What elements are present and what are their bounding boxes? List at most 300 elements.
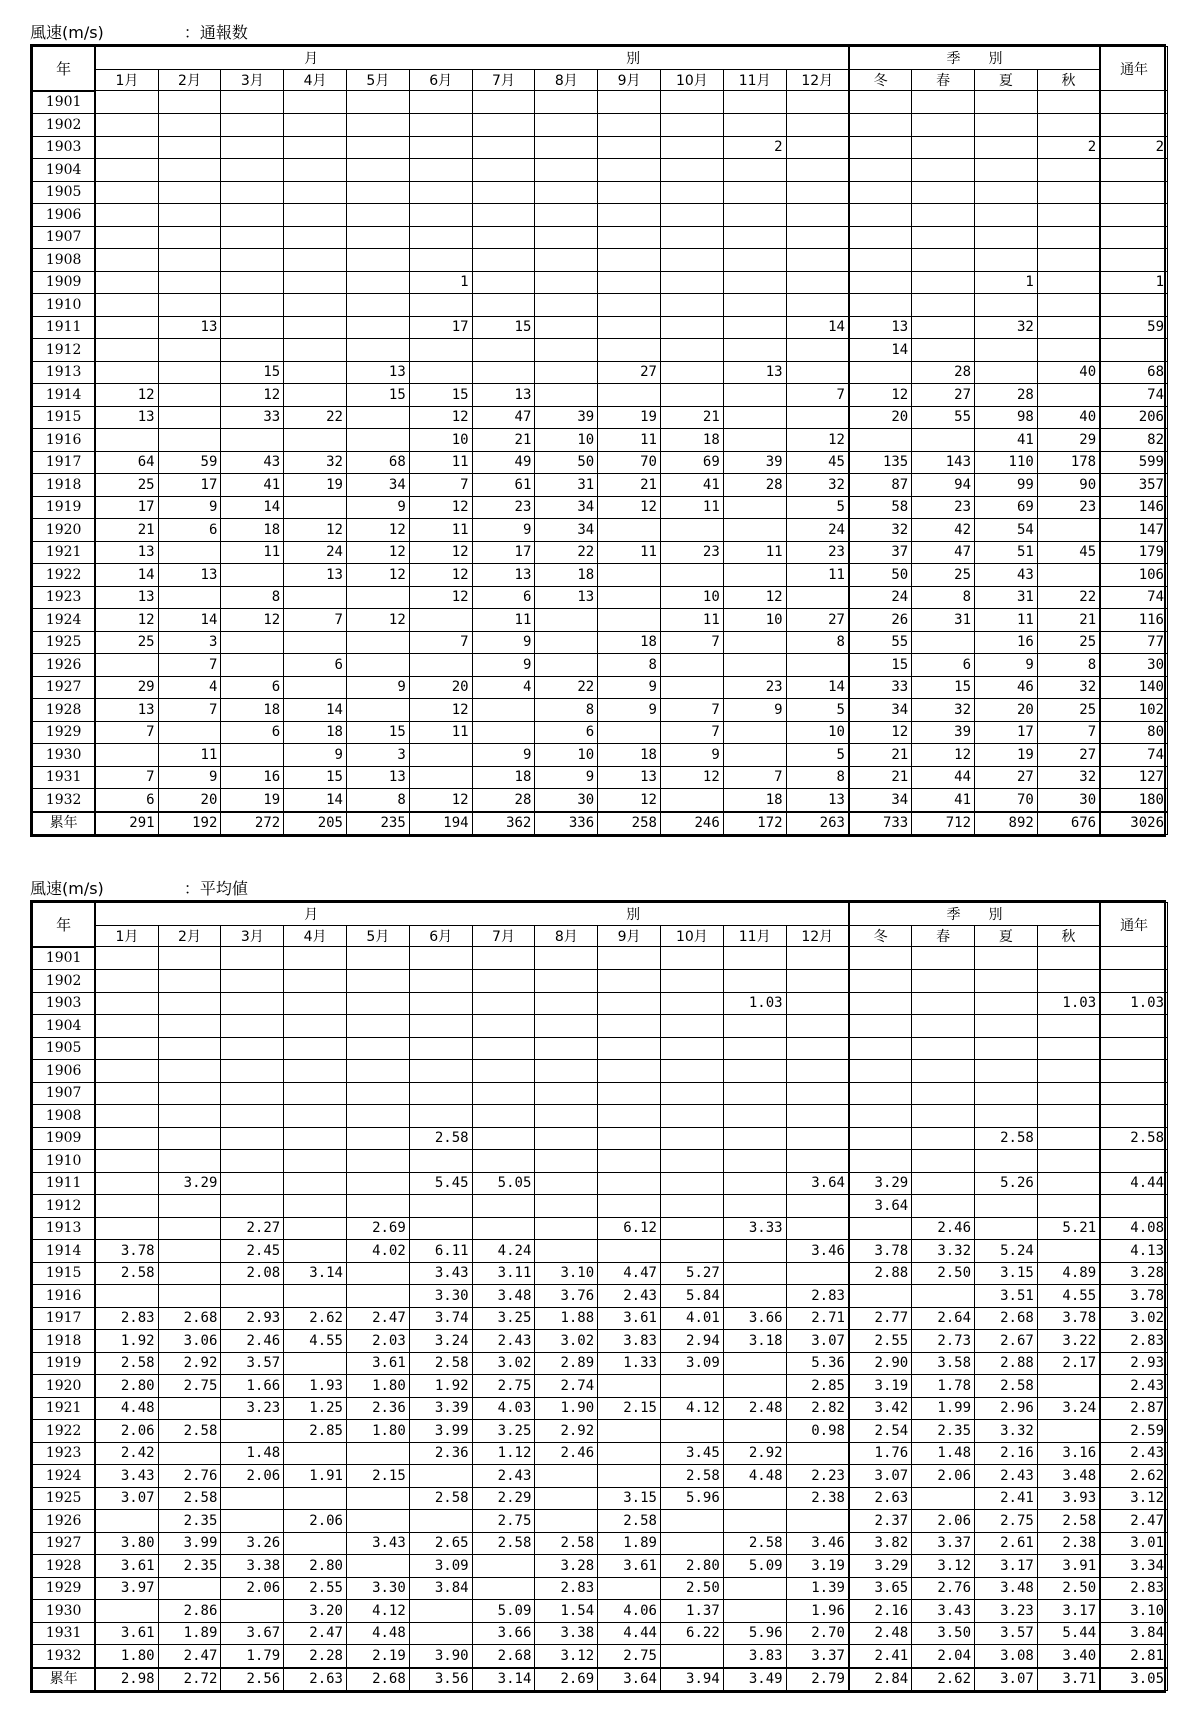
value-cell: 135: [849, 451, 912, 474]
value-cell: 3.05: [1100, 1668, 1167, 1691]
value-cell: 3.29: [849, 1555, 912, 1578]
month-header: 9月: [598, 926, 661, 947]
value-cell: [723, 1420, 786, 1443]
year-cell: 1910: [33, 1150, 96, 1173]
value-cell: 3.28: [535, 1555, 598, 1578]
value-cell: 11: [723, 541, 786, 564]
value-cell: 2.55: [284, 1577, 347, 1600]
value-cell: 11: [409, 519, 472, 542]
year-cell: 1911: [33, 316, 96, 339]
value-cell: 178: [1037, 451, 1100, 474]
value-cell: 3.07: [849, 1465, 912, 1488]
value-cell: [284, 316, 347, 339]
value-cell: 74: [1100, 744, 1167, 767]
value-cell: 110: [975, 451, 1038, 474]
value-cell: [158, 204, 221, 227]
value-cell: [158, 429, 221, 452]
value-cell: [598, 204, 661, 227]
value-cell: [95, 744, 158, 767]
value-cell: [598, 271, 661, 294]
value-cell: [535, 1060, 598, 1083]
value-cell: 24: [284, 541, 347, 564]
value-cell: [660, 339, 723, 362]
value-cell: [975, 159, 1038, 182]
value-cell: [346, 226, 409, 249]
value-cell: 42: [912, 519, 975, 542]
value-cell: 3.07: [786, 1330, 849, 1353]
value-cell: 2.15: [598, 1397, 661, 1420]
value-cell: 2.06: [221, 1577, 284, 1600]
value-cell: [472, 992, 535, 1015]
value-cell: 10: [409, 429, 472, 452]
value-cell: [786, 1105, 849, 1128]
value-cell: [1037, 1420, 1100, 1443]
month-header: 6月: [409, 926, 472, 947]
value-cell: 3.38: [535, 1622, 598, 1645]
year-cell: 1909: [33, 1127, 96, 1150]
value-cell: [975, 1060, 1038, 1083]
value-cell: [158, 586, 221, 609]
value-cell: 2.88: [975, 1352, 1038, 1375]
value-cell: [598, 1060, 661, 1083]
year-cell: 1929: [33, 721, 96, 744]
value-cell: [472, 947, 535, 970]
season-header: 春: [912, 926, 975, 947]
value-cell: 8: [346, 789, 409, 812]
value-cell: 12: [598, 496, 661, 519]
value-cell: 31: [535, 474, 598, 497]
value-cell: [660, 204, 723, 227]
value-cell: [786, 339, 849, 362]
value-cell: [472, 699, 535, 722]
value-cell: [472, 159, 535, 182]
value-cell: 194: [409, 812, 472, 835]
value-cell: 3.48: [1037, 1465, 1100, 1488]
value-cell: [912, 271, 975, 294]
value-cell: 5.84: [660, 1285, 723, 1308]
value-cell: [849, 1082, 912, 1105]
value-cell: [535, 226, 598, 249]
value-cell: 3.19: [786, 1555, 849, 1578]
value-cell: 2.83: [786, 1285, 849, 1308]
value-cell: [912, 1060, 975, 1083]
value-cell: [723, 1577, 786, 1600]
value-cell: [95, 316, 158, 339]
value-cell: 3.71: [1037, 1668, 1100, 1691]
value-cell: [1037, 339, 1100, 362]
data-table-frame: [30, 900, 1166, 1693]
value-cell: 3.30: [409, 1285, 472, 1308]
value-cell: 19: [284, 474, 347, 497]
value-cell: [598, 316, 661, 339]
value-cell: [975, 947, 1038, 970]
value-cell: 2.68: [975, 1307, 1038, 1330]
value-cell: [912, 1487, 975, 1510]
value-cell: [1037, 271, 1100, 294]
value-cell: [912, 181, 975, 204]
season-header: 春: [912, 70, 975, 91]
value-cell: [849, 1127, 912, 1150]
table-row: [33, 1150, 1168, 1173]
value-cell: [912, 992, 975, 1015]
value-cell: 2.38: [786, 1487, 849, 1510]
value-cell: 1.25: [284, 1397, 347, 1420]
year-cell: 1921: [33, 1397, 96, 1420]
month-header: 7月: [472, 70, 535, 91]
value-cell: [158, 1037, 221, 1060]
value-cell: 2.93: [1100, 1352, 1167, 1375]
value-cell: 3.15: [598, 1487, 661, 1510]
value-cell: 32: [1037, 676, 1100, 699]
value-cell: 4: [472, 676, 535, 699]
value-cell: 6: [95, 789, 158, 812]
value-cell: [221, 1172, 284, 1195]
value-cell: 3.76: [535, 1285, 598, 1308]
value-cell: [284, 114, 347, 137]
value-cell: 20: [975, 699, 1038, 722]
year-cell: 1907: [33, 226, 96, 249]
value-cell: [1100, 1037, 1167, 1060]
annual-header: 通年: [1100, 47, 1167, 91]
value-cell: [1100, 226, 1167, 249]
value-cell: [723, 249, 786, 272]
value-cell: 1.80: [95, 1645, 158, 1668]
value-cell: [95, 294, 158, 317]
value-cell: 4.12: [660, 1397, 723, 1420]
value-cell: [660, 1082, 723, 1105]
value-cell: [409, 1622, 472, 1645]
value-cell: 12: [221, 384, 284, 407]
value-cell: 18: [598, 744, 661, 767]
value-cell: [912, 294, 975, 317]
value-cell: [284, 947, 347, 970]
value-cell: [158, 1577, 221, 1600]
value-cell: 2.45: [221, 1240, 284, 1263]
value-cell: 291: [95, 812, 158, 835]
month-header: 4月: [284, 926, 347, 947]
month-header: 11月: [723, 926, 786, 947]
table-row: [33, 1645, 1168, 1668]
value-cell: [535, 249, 598, 272]
value-cell: 12: [723, 586, 786, 609]
value-cell: 1: [1100, 271, 1167, 294]
value-cell: [786, 181, 849, 204]
value-cell: 32: [1037, 766, 1100, 789]
value-cell: [723, 1600, 786, 1623]
value-cell: [912, 1127, 975, 1150]
value-cell: [95, 204, 158, 227]
value-cell: 4.48: [723, 1465, 786, 1488]
value-cell: 9: [598, 676, 661, 699]
value-cell: 3.17: [975, 1555, 1038, 1578]
value-cell: 2.04: [912, 1645, 975, 1668]
value-cell: 3.43: [346, 1532, 409, 1555]
value-cell: 10: [660, 586, 723, 609]
value-cell: 15: [472, 316, 535, 339]
value-cell: [1100, 181, 1167, 204]
year-cell: 1905: [33, 1037, 96, 1060]
caption-type: ：平均値: [183, 879, 248, 898]
value-cell: 41: [221, 474, 284, 497]
table-section-counts: [30, 22, 1166, 837]
month-header: 3月: [221, 70, 284, 91]
value-cell: 3.50: [912, 1622, 975, 1645]
value-cell: 61: [472, 474, 535, 497]
value-cell: 13: [95, 699, 158, 722]
value-cell: 1.80: [346, 1375, 409, 1398]
value-cell: 2.85: [284, 1420, 347, 1443]
value-cell: [849, 1015, 912, 1038]
value-cell: 2.71: [786, 1307, 849, 1330]
value-cell: [598, 294, 661, 317]
value-cell: 33: [221, 406, 284, 429]
value-cell: 3.58: [912, 1352, 975, 1375]
value-cell: [472, 1082, 535, 1105]
value-cell: [786, 1060, 849, 1083]
value-cell: 4.55: [284, 1330, 347, 1353]
value-cell: 17: [158, 474, 221, 497]
table-row: [33, 271, 1168, 294]
value-cell: 10: [723, 609, 786, 632]
year-cell: 1925: [33, 1487, 96, 1510]
value-cell: 19: [221, 789, 284, 812]
value-cell: [284, 1532, 347, 1555]
value-cell: 54: [975, 519, 1038, 542]
value-cell: 1.93: [284, 1375, 347, 1398]
year-cell: 1909: [33, 271, 96, 294]
value-cell: [472, 249, 535, 272]
value-cell: [786, 159, 849, 182]
table-row: [33, 1262, 1168, 1285]
value-cell: [660, 564, 723, 587]
value-cell: [912, 226, 975, 249]
month-header: 12月: [786, 70, 849, 91]
value-cell: 116: [1100, 609, 1167, 632]
value-cell: [598, 519, 661, 542]
value-cell: [409, 1150, 472, 1173]
value-cell: 11: [786, 564, 849, 587]
value-cell: 12: [346, 564, 409, 587]
value-cell: [1037, 1060, 1100, 1083]
month-header: 6月: [409, 70, 472, 91]
value-cell: [284, 586, 347, 609]
value-cell: [598, 1172, 661, 1195]
value-cell: 892: [975, 812, 1038, 835]
value-cell: 17: [409, 316, 472, 339]
value-cell: [221, 654, 284, 677]
year-cell: 1924: [33, 609, 96, 632]
value-cell: 15: [849, 654, 912, 677]
value-cell: 11: [409, 451, 472, 474]
value-cell: [158, 271, 221, 294]
value-cell: 14: [284, 789, 347, 812]
year-cell: 1927: [33, 676, 96, 699]
table-row: [33, 1082, 1168, 1105]
value-cell: 676: [1037, 812, 1100, 835]
value-cell: 1.66: [221, 1375, 284, 1398]
value-cell: [598, 114, 661, 137]
value-cell: [598, 1037, 661, 1060]
value-cell: 13: [346, 361, 409, 384]
value-cell: [95, 654, 158, 677]
value-cell: 3.99: [158, 1532, 221, 1555]
value-cell: [535, 631, 598, 654]
value-cell: 3.26: [221, 1532, 284, 1555]
value-cell: 30: [1100, 654, 1167, 677]
value-cell: [346, 1510, 409, 1533]
value-cell: 19: [598, 406, 661, 429]
data-table-frame: [30, 44, 1166, 837]
value-cell: [409, 204, 472, 227]
value-cell: 2.63: [284, 1668, 347, 1691]
value-cell: 2.68: [158, 1307, 221, 1330]
value-cell: [786, 226, 849, 249]
value-cell: 2.85: [786, 1375, 849, 1398]
value-cell: 10: [786, 721, 849, 744]
value-cell: [660, 676, 723, 699]
value-cell: 9: [472, 631, 535, 654]
value-cell: [409, 114, 472, 137]
value-cell: [723, 564, 786, 587]
value-cell: [346, 1082, 409, 1105]
value-cell: 82: [1100, 429, 1167, 452]
value-cell: 45: [1037, 541, 1100, 564]
value-cell: [284, 1240, 347, 1263]
value-cell: 18: [472, 766, 535, 789]
value-cell: [786, 249, 849, 272]
value-cell: 18: [535, 564, 598, 587]
value-cell: [409, 1465, 472, 1488]
value-cell: [535, 271, 598, 294]
value-cell: 69: [660, 451, 723, 474]
value-cell: [284, 1060, 347, 1083]
value-cell: 2.55: [849, 1330, 912, 1353]
year-cell: 1930: [33, 744, 96, 767]
month-header: 2月: [158, 926, 221, 947]
value-cell: 2.43: [598, 1285, 661, 1308]
value-cell: [346, 271, 409, 294]
year-cell: 1924: [33, 1465, 96, 1488]
value-cell: 146: [1100, 496, 1167, 519]
value-cell: [409, 1600, 472, 1623]
value-cell: [158, 970, 221, 993]
value-cell: [723, 721, 786, 744]
value-cell: [723, 1127, 786, 1150]
value-cell: 6: [284, 654, 347, 677]
value-cell: 1.54: [535, 1600, 598, 1623]
value-cell: 2.58: [1037, 1510, 1100, 1533]
value-cell: 1.37: [660, 1600, 723, 1623]
value-cell: [975, 1105, 1038, 1128]
year-cell: 1908: [33, 1105, 96, 1128]
value-cell: [346, 1442, 409, 1465]
value-cell: [723, 1510, 786, 1533]
value-cell: 11: [158, 744, 221, 767]
value-cell: 2.35: [158, 1555, 221, 1578]
value-cell: 3.02: [535, 1330, 598, 1353]
table-row: [33, 1330, 1168, 1353]
value-cell: [660, 654, 723, 677]
value-cell: 336: [535, 812, 598, 835]
value-cell: [723, 316, 786, 339]
value-cell: 3.38: [221, 1555, 284, 1578]
table-row: [33, 1555, 1168, 1578]
value-cell: 362: [472, 812, 535, 835]
value-cell: 17: [95, 496, 158, 519]
value-cell: [409, 1015, 472, 1038]
value-cell: 29: [95, 676, 158, 699]
value-cell: [849, 114, 912, 137]
value-cell: [912, 249, 975, 272]
value-cell: [598, 1577, 661, 1600]
value-cell: 2.61: [975, 1532, 1038, 1555]
value-cell: [849, 1150, 912, 1173]
value-cell: 2.68: [346, 1668, 409, 1691]
value-cell: 16: [975, 631, 1038, 654]
value-cell: [598, 1420, 661, 1443]
value-cell: 58: [849, 496, 912, 519]
month-header: 7月: [472, 926, 535, 947]
value-cell: [221, 136, 284, 159]
value-cell: [409, 136, 472, 159]
value-cell: [786, 1082, 849, 1105]
value-cell: [158, 1217, 221, 1240]
value-cell: [472, 1150, 535, 1173]
table-row: [33, 721, 1168, 744]
value-cell: 3.33: [723, 1217, 786, 1240]
value-cell: 2.58: [660, 1465, 723, 1488]
value-cell: 13: [598, 766, 661, 789]
value-cell: [723, 114, 786, 137]
month-header: 5月: [346, 70, 409, 91]
value-cell: [284, 1015, 347, 1038]
month-header: 10月: [660, 926, 723, 947]
value-cell: 2.43: [1100, 1375, 1167, 1398]
value-cell: 712: [912, 812, 975, 835]
value-cell: [598, 970, 661, 993]
value-cell: 2.43: [1100, 1442, 1167, 1465]
value-cell: 5.44: [1037, 1622, 1100, 1645]
value-cell: 9: [598, 699, 661, 722]
value-cell: 2.56: [221, 1668, 284, 1691]
value-cell: 39: [912, 721, 975, 744]
value-cell: 2.74: [535, 1375, 598, 1398]
table-row: [33, 1105, 1168, 1128]
value-cell: [472, 1555, 535, 1578]
value-cell: [284, 1442, 347, 1465]
value-cell: 0.98: [786, 1420, 849, 1443]
value-cell: [1037, 519, 1100, 542]
value-cell: [598, 159, 661, 182]
value-cell: 7: [1037, 721, 1100, 744]
value-cell: 106: [1100, 564, 1167, 587]
year-cell: 累年: [33, 1668, 96, 1691]
value-cell: [472, 271, 535, 294]
value-cell: [221, 159, 284, 182]
value-cell: 2.58: [409, 1127, 472, 1150]
value-cell: [409, 226, 472, 249]
value-cell: [284, 970, 347, 993]
value-cell: [95, 1127, 158, 1150]
value-cell: 23: [660, 541, 723, 564]
value-cell: [472, 1015, 535, 1038]
year-cell: 1913: [33, 361, 96, 384]
value-cell: [158, 1127, 221, 1150]
value-cell: 2.46: [535, 1442, 598, 1465]
value-cell: [409, 1195, 472, 1218]
value-cell: 3.29: [158, 1172, 221, 1195]
table-row: [33, 384, 1168, 407]
